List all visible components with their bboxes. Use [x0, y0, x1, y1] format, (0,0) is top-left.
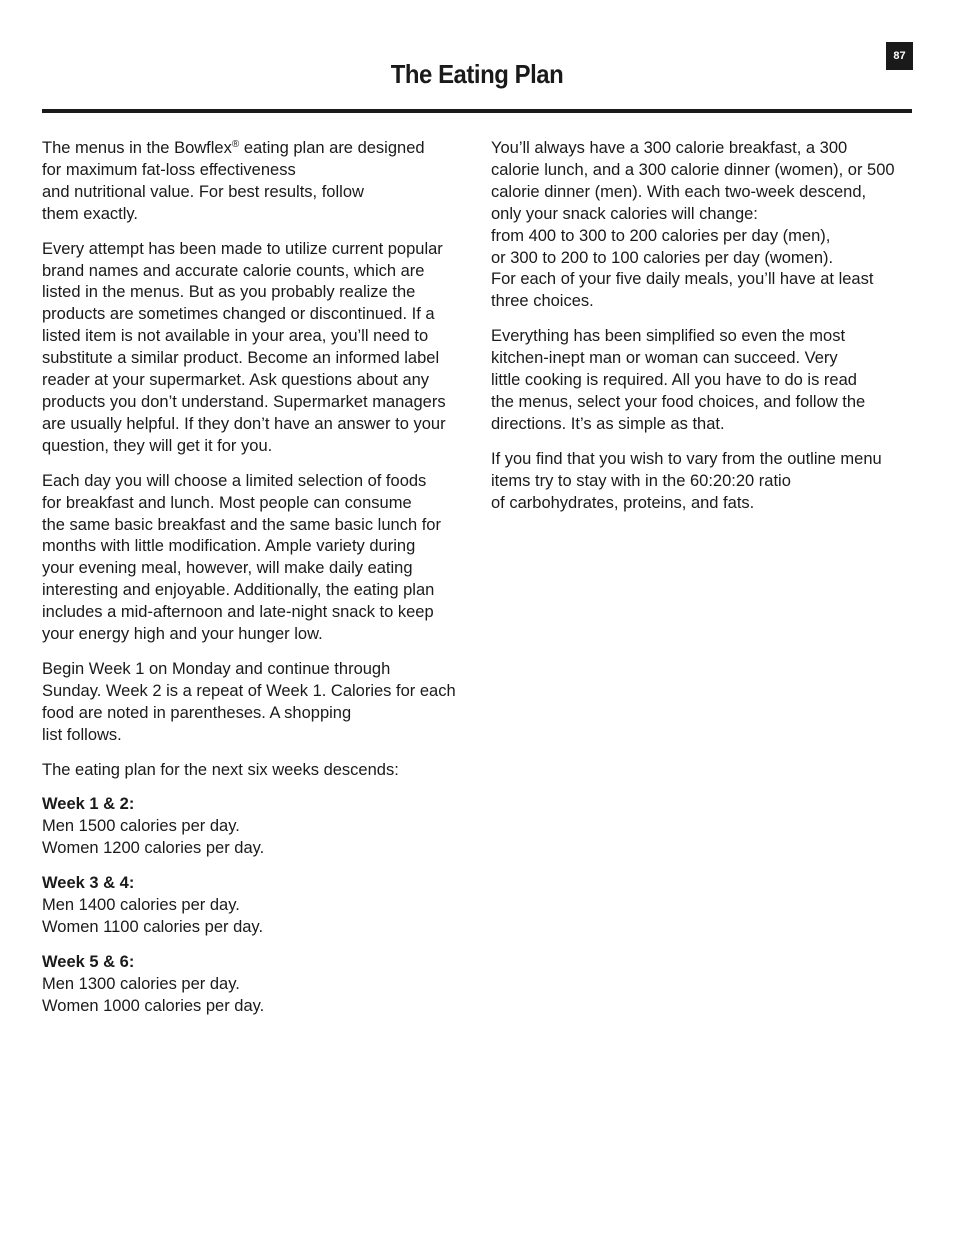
simplified-paragraph	[491, 326, 916, 436]
text-line: The eating plan for the next six weeks descends:	[42, 760, 399, 779]
text-line: food are noted in parentheses. A shopping	[42, 703, 352, 722]
text-line: the same basic breakfast and the same basic lunch for	[42, 515, 441, 534]
women-calories: Women 1100 calories per day.	[42, 918, 264, 936]
text-line: brand names and accurate calorie counts, which are	[42, 261, 425, 280]
week-block	[42, 952, 472, 1018]
women-calories: Women 1200 calories per day.	[42, 839, 265, 858]
text-line: list follows.	[42, 725, 122, 744]
text-line: directions. It’s as simple as that.	[491, 414, 725, 433]
week-block	[42, 873, 472, 939]
text-line: little cooking is required. All you have to do is read	[491, 371, 857, 390]
text-line: for breakfast and lunch. Most people can consume	[42, 493, 412, 512]
registered-mark: ®	[231, 139, 240, 150]
intro-paragraph	[42, 138, 472, 226]
calorie-breakdown-paragraph	[491, 138, 916, 313]
week-heading: Week 1 & 2:	[42, 795, 135, 814]
text-line: from 400 to 300 to 200 calories per day (men),	[491, 226, 831, 245]
text-line: or 300 to 200 to 100 calories per day (women).	[491, 248, 834, 267]
text-line: Every attempt has been made to utilize current popular	[42, 239, 443, 258]
descends-intro-paragraph	[42, 760, 472, 782]
page-number-badge: 87	[886, 42, 913, 70]
text-line: your evening meal, however, will make daily eating	[42, 559, 413, 578]
week-heading: Week 3 & 4:	[42, 874, 135, 893]
text-line: three choices.	[491, 292, 594, 311]
text-line: months with little modification. Ample variety during	[42, 537, 416, 556]
right-column	[491, 138, 916, 528]
text-line: substitute a similar product. Become an informed label	[42, 349, 440, 368]
text-line: your energy high and your hunger low.	[42, 625, 323, 644]
text-line: Begin Week 1 on Monday and continue through	[42, 659, 391, 678]
ratio-paragraph	[491, 449, 916, 515]
text-line: items try to stay with in the 60:20:20 ratio	[491, 471, 791, 490]
text-line: calorie lunch, and a 300 calorie dinner (women), or 500	[491, 160, 895, 179]
text-line: interesting and enjoyable. Additionally, the eating plan	[42, 581, 435, 600]
text-line: The menus in the Bowflex® eating plan are designed	[42, 139, 425, 157]
men-calories: Men 1400 calories per day.	[42, 896, 240, 915]
text-line: them exactly.	[42, 204, 138, 223]
title-divider	[42, 109, 912, 113]
men-calories: Men 1300 calories per day.	[42, 974, 240, 993]
text-line: You’ll always have a 300 calorie breakfast, a 300	[491, 139, 848, 157]
text-line: listed in the menus. But as you probably realize the	[42, 283, 416, 302]
week-block	[42, 794, 472, 860]
text-line: reader at your supermarket. Ask questions about any	[42, 371, 430, 390]
text-line: includes a mid-afternoon and late-night snack to keep	[42, 603, 434, 622]
left-column	[42, 138, 472, 1031]
text-line: listed item is not available in your area, you’ll need to	[42, 327, 429, 346]
text-line: For each of your five daily meals, you’ll have at least	[491, 270, 874, 289]
week-heading: Week 5 & 6:	[42, 952, 135, 971]
women-calories: Women 1000 calories per day.	[42, 996, 265, 1015]
brand-names-paragraph	[42, 239, 472, 458]
men-calories: Men 1500 calories per day.	[42, 817, 240, 836]
text-line: question, they will get it for you.	[42, 436, 273, 455]
text-line: only your snack calories will change:	[491, 204, 758, 223]
text-line: of carbohydrates, proteins, and fats.	[491, 493, 755, 512]
text-line: Everything has been simplified so even the most	[491, 327, 846, 346]
text-line: for maximum fat-loss effectiveness	[42, 160, 296, 179]
text-line: If you find that you wish to vary from the outline menu	[491, 449, 882, 468]
page-title: The Eating Plan	[390, 59, 564, 89]
text-line: are usually helpful. If they don’t have an answer to your	[42, 414, 446, 433]
text-line: Each day you will choose a limited selection of foods	[42, 471, 427, 490]
text-line: kitchen-inept man or woman can succeed. Very	[491, 349, 838, 368]
text-line: products are sometimes changed or discontinued. If a	[42, 305, 435, 324]
daily-choice-paragraph	[42, 471, 472, 646]
text-line: products you don’t understand. Supermarket managers	[42, 392, 446, 411]
text-line: the menus, select your food choices, and follow the	[491, 392, 866, 411]
week-schedule-paragraph	[42, 659, 472, 747]
text-line: Sunday. Week 2 is a repeat of Week 1. Calories for each	[42, 681, 456, 700]
text-line: calorie dinner (men). With each two-week descend,	[491, 182, 867, 201]
text-line: and nutritional value. For best results, follow	[42, 182, 364, 201]
